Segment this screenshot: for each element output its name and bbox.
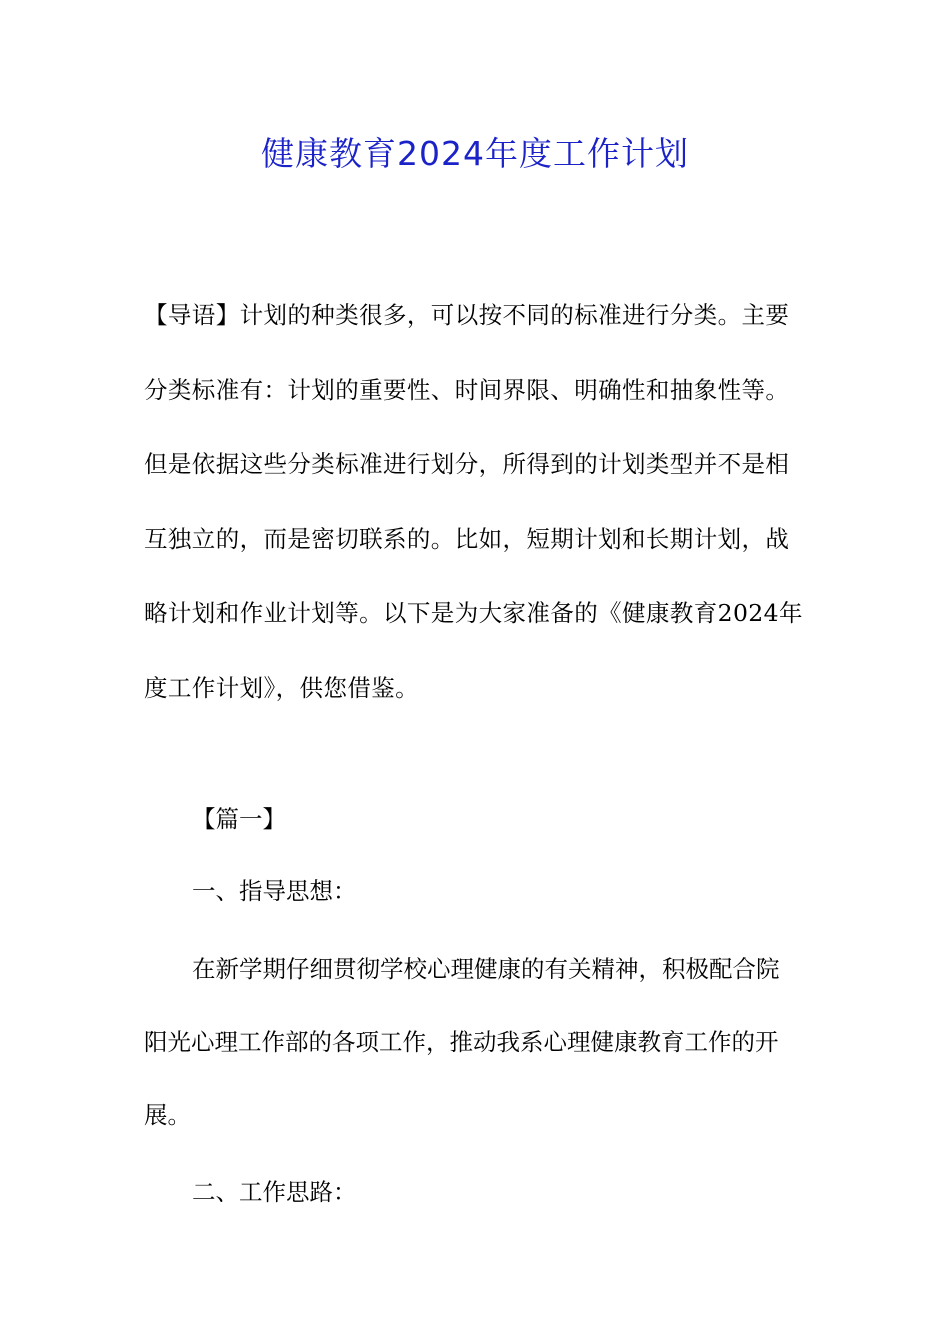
document-title: 健康教育2024年度工作计划 (261, 134, 689, 173)
guide-line: 在新学期仔细贯彻学校心理健康的有关精神，积极配合院 (192, 955, 780, 983)
guide-line: 展。 (144, 1101, 191, 1129)
intro-line: 度工作计划》，供您借鉴。 (144, 673, 420, 702)
intro-line: 略计划和作业计划等。以下是为大家准备的《健康教育2024年 (144, 599, 803, 627)
guide-paragraph (144, 933, 809, 1152)
ideas-heading: 二、工作思路： (192, 1178, 357, 1206)
intro-line: 但是依据这些分类标准进行划分，所得到的计划类型并不是相 (144, 450, 790, 478)
intro-line: 【导语】计划的种类很多，可以按不同的标准进行分类。主要 (144, 301, 790, 329)
section-heading: 【篇一】 (192, 805, 286, 833)
intro-paragraph (144, 278, 809, 725)
guide-line: 阳光心理工作部的各项工作，推动我系心理健康教育工作的开 (144, 1028, 779, 1056)
intro-line: 互独立的，而是密切联系的。比如，短期计划和长期计划，战 (144, 524, 790, 553)
guide-heading: 一、指导思想： (192, 877, 357, 905)
intro-line: 分类标准有：计划的重要性、时间界限、明确性和抽象性等。 (144, 375, 790, 404)
